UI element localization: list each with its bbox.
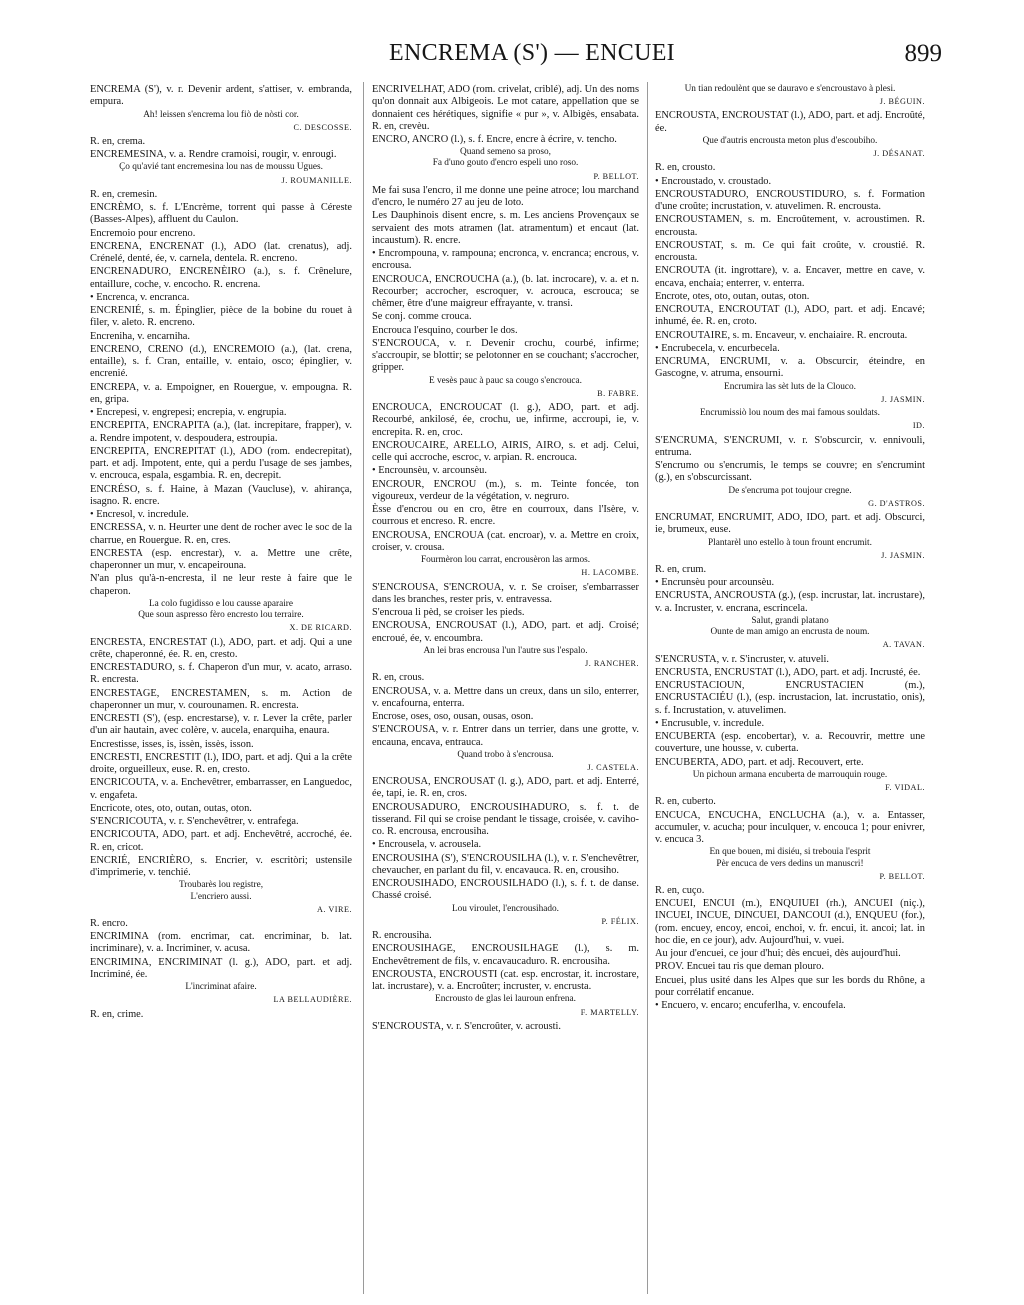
dictionary-entry: • Encresol, v. incredule. (90, 509, 189, 521)
dictionary-entry: R. en, crum. (655, 563, 707, 575)
dictionary-entry: ENCREMESINA, v. a. Rendre cramoisi, rougir, v. enrougi. (90, 149, 337, 161)
dictionary-entry: ENCREPITA, ENCREPITAT (l.), ADO (rom. endecrepitat), part. et adj. Impotent, ente, qui a perdu l'usage de ses jambes, v. encrouca, espala, esgambia. R. en, decrepit. (90, 445, 352, 482)
dictionary-entry: R. en, cremesin. (90, 188, 158, 200)
quotation-line: Fa d'uno gouto d'encro espeli uno roso. (432, 158, 579, 169)
quotation-line: Plantarèl uno estello à toun frount encrumit. (708, 537, 872, 548)
verse-quotation (655, 84, 925, 95)
verse-quotation (372, 555, 639, 566)
dictionary-entry: Encremoio pour encreno. (90, 227, 196, 239)
dictionary-entry: S'ENCROUCA, v. r. Devenir crochu, courbé, infirme; s'accroupir, se blottir; se pelotonner en se couchant; s'accrocher, gripper. (372, 337, 639, 374)
dictionary-entry: ENCROUTAIRE, s. m. Encaveur, v. enchaiaire. R. encrouta. (655, 329, 908, 341)
dictionary-entry: Encricote, otes, oto, outan, outas, oton. (90, 802, 252, 814)
quotation-author: J. ROUMANILLE. (281, 175, 352, 185)
dictionary-entry: ENCREMA (S'), v. r. Devenir ardent, s'attiser, v. embranda, empura. (90, 84, 352, 108)
dictionary-entry: ENCUBERTA, ADO, part. et adj. Recouvert, erte. (655, 756, 864, 768)
quotation-author: A. TAVAN. (882, 640, 925, 650)
quotation-line: Ah! leissen s'encrema lou fiò de nòsti cor. (143, 109, 299, 120)
quotation-author: J. DÉSANAT. (873, 149, 925, 159)
dictionary-entry: Encreniha, v. encarniha. (90, 330, 191, 342)
dictionary-entry: • Encrounsèu, v. arcounsèu. (372, 465, 487, 477)
dictionary-entry: ENCROUSA, v. a. Mettre dans un creux, dans un silo, enterrer, v. encafourna, enterra. (372, 685, 639, 709)
dictionary-entry: ENCROUSA, ENCROUSAT (l. g.), ADO, part. et adj. Enterré, ée, tapi, ie. R. en, cros. (372, 776, 639, 800)
dictionary-entry: S'encrumo ou s'encrumis, le temps se couvre; en s'encrumint (g.), en s'obscurcissant. (655, 460, 925, 484)
dictionary-entry: ENCROUSTAT, s. m. Ce qui fait croûte, v. croustié. R. encrousta. (655, 239, 925, 264)
dictionary-entry: ENCUCA, ENCUCHA, ENCLUCHA (a.), v. a. Entasser, accumuler, v. acucha; pour inculquer, v. encouca 1; pour enivrer, v. encuca 3. (655, 809, 925, 846)
dictionary-entry: R. en, crous. (372, 672, 425, 684)
dictionary-entry: • Encrunsèu pour arcounsèu. (655, 577, 775, 589)
dictionary-entry: R. en, crime. (90, 1008, 144, 1020)
running-header-title: ENCREMA (S') — ENCUEI (389, 40, 675, 66)
dictionary-entry: ENCRICOUTA, ADO, part. et adj. Enchevêtré, accroché, ée. R. en, cricot. (90, 829, 352, 853)
dictionary-entry: ENCROUCAIRE, ARELLO, AIRIS, AIRO, s. et adj. Celui, celle qui accroche, escroc, v. arpian. R. encrouca. (372, 439, 639, 464)
quotation-line: L'incriminat afaire. (185, 982, 257, 993)
verse-quotation (90, 110, 352, 121)
quotation-author: ID. (912, 421, 925, 431)
verse-quotation (372, 646, 639, 657)
dictionary-entry: ENCRUMA, ENCRUMI, v. a. Obscurcir, éteindre, en Gascogne, v. atruma, ensourni. (655, 356, 925, 380)
dictionary-entry: Les Dauphinois disent encre, s. m. Les anciens Provençaux se servaient des mots atramen (lat. atramentum) et encaut (lat. incaustum). R. encre. (372, 210, 639, 246)
dictionary-entry: ENCROUTA, ENCROUTAT (l.), ADO, part. et adj. Encavé; inhumé, ée. R. en, croto. (655, 304, 925, 328)
dictionary-entry: PROV. Encuei tau ris que deman plouro. (655, 961, 824, 973)
dictionary-entry: Encrouca l'esquino, courber le dos. (372, 324, 518, 336)
dictionary-entry: • Encrompouna, v. rampouna; encronca, v. encranca; encrous, v. encrousa. (372, 248, 639, 272)
dictionary-entry: ENCRESTA (esp. encrestar), v. a. Mettre une crête, chaperonner un mur, v. encapeirouna. (90, 547, 352, 572)
dictionary-entry: ENCRESTADURO, s. f. Chaperon d'un mur, v. acato, arraso. R. encresta. (90, 662, 352, 686)
dictionary-entry: Encrose, oses, oso, ousan, ousas, oson. (372, 711, 534, 723)
quotation-author: A. VIRE. (316, 904, 352, 914)
quotation-author: G. D'ASTROS. (868, 498, 925, 508)
quotation-line: Salut, grandi platano (751, 615, 829, 626)
quotation-line: Pèr encuca de vers dedins un manuscri! (716, 858, 864, 869)
quotation-author: B. FABRE. (597, 388, 639, 398)
dictionary-entry: ENCROUTA (it. ingrottare), v. a. Encaver, mettre en cave, v. encava, enchaia; enterrer, v. enterra. (655, 265, 925, 289)
quotation-author: J. CASTELA. (587, 762, 639, 772)
verse-quotation (90, 162, 352, 173)
verse-quotation (90, 599, 352, 621)
quotation-author: P. FÉLIX. (601, 916, 639, 926)
quotation-author: J. RANCHER. (585, 659, 639, 669)
quotation-author: P. BELLOT. (593, 171, 639, 181)
verse-quotation (655, 770, 925, 781)
dictionary-entry: ENCREPITA, ENCRAPITA (a.), (lat. increpitare, frapper), v. a. Rendre impotent, v. despoudera, estroupia. (90, 420, 352, 444)
dictionary-entry: ENCRESTAGE, ENCRESTAMEN, s. m. Action de chaperonner un mur, v. courounamen. R. encresta. (90, 687, 352, 711)
verse-quotation (655, 382, 925, 393)
dictionary-entry: Èsse d'encrou ou en cro, être en courroux, dans l'Isère, v. courrous et encreso. R. encre. (372, 504, 639, 528)
quotation-line: Que soun aspresso fèro encresto lou terraire. (138, 610, 304, 621)
verse-quotation (372, 147, 639, 169)
quotation-author: F. VIDAL. (885, 783, 925, 793)
dictionary-entry: • Encroustado, v. croustado. (655, 175, 772, 187)
dictionary-entry: • Encrousela, v. acrousela. (372, 839, 482, 851)
dictionary-entry: R. encrousiha. (372, 930, 432, 942)
quotation-line: De s'encruma pot toujour cregne. (728, 485, 852, 496)
dictionary-entry: ENCRIMINA, ENCRIMINAT (l. g.), ADO, part. et adj. Incriminé, ée. (90, 956, 352, 980)
dictionary-entry: ENCROUR, ENCROU (m.), s. m. Teinte foncée, ton vigoureux, verdeur de la végétation, v. negruro. (372, 478, 639, 502)
quotation-author: C. DESCOSSE. (293, 122, 352, 132)
dictionary-entry: R. en, crousto. (655, 162, 716, 174)
dictionary-entry: ENCRESTA, ENCRESTAT (l.), ADO, part. et adj. Qui a une crête, chaperonné, ée. R. en, cresto. (90, 636, 352, 660)
verse-quotation (655, 408, 925, 419)
dictionary-entry: ENCRIMINA (rom. encrimar, cat. encriminar, b. lat. incriminare), v. a. Incriminer, v. acusa. (90, 931, 352, 955)
verse-quotation (655, 486, 925, 497)
dictionary-entry: S'encroua li pèd, se croiser les pieds. (372, 607, 525, 619)
column-left (90, 84, 352, 1296)
dictionary-entry: ENCRENO, CRENO (d.), ENCREMOIO (a.), (lat. crena, entaille), s. f. Cran, entaille, v. entaio, osco; épinglier, v. encrenié. (90, 343, 352, 380)
dictionary-entry: ENCRENADURO, ENCRENÈIRO (a.), s. f. Crênelure, entaillure, coche, v. encocho. R. encrena. (90, 266, 352, 290)
dictionary-entry: ENCRÈMO, s. f. L'Encrème, torrent qui passe à Céreste (Basses-Alpes), affluent du Caulon. (90, 202, 352, 226)
dictionary-entry: S'ENCROUSTA, v. r. S'encroûter, v. acrousti. (372, 1020, 562, 1032)
page-number: 899 (904, 40, 942, 67)
dictionary-entry: Me fai susa l'encro, il me donne une peine atroce; lou marchand d'encro, le numéro 27 au jeu de loto. (372, 184, 639, 209)
column-right (655, 84, 925, 1296)
dictionary-entry: ENCROUCA, ENCROUCHA (a.), (b. lat. incrocare), v. a. et n. Recourber; accrocher, escroquer, v. acrouca, escrouca; se chêmer, être d'une maigreur effrayante, v. transi. (372, 273, 639, 310)
quotation-line: Encrumira las sèt luts de la Clouco. (724, 381, 856, 392)
dictionary-entry: N'an plus qu'à-n-encresta, il ne leur reste à faire que le chaperon. (90, 573, 352, 597)
quotation-line: Ço qu'avié tant encremesina lou nas de moussu Ugues. (119, 162, 323, 173)
dictionary-entry: ENCROUCA, ENCROUCAT (l. g.), ADO, part. et adj. Recourbé, ankilosé, ée, crochu, ue, infirme, accroupi, ie, v. encrepita. R. en, croc. (372, 402, 639, 438)
quotation-line: Que d'autris encrousta meton plus d'escoubiho. (702, 135, 878, 146)
dictionary-entry: • Encrenca, v. encranca. (90, 291, 190, 303)
dictionary-entry: S'ENCRUMA, S'ENCRUMI, v. r. S'obscurcir, v. ennivouli, entruma. (655, 434, 925, 458)
quotation-author: LA BELLAUDIÈRE. (273, 995, 352, 1005)
dictionary-entry: ENCRIVELHAT, ADO (rom. crivelat, criblé), adj. Un des noms qu'on donnait aux Albigeois. Le mot catare, appellation que se donnaient ces hérétiques, signifie « pur », v. Albigès, ensabata. R. en, crevèu. (372, 84, 639, 132)
quotation-line: Encrumissiò lou noum des mai famous souldats. (700, 408, 880, 419)
dictionary-entry: ENCUEI, ENCUI (m.), ENQUIUEI (rh.), ANCUEI (niç.), INCUEI, INCUE, DINCUEI, DANCOUI (d.), ENQUEU (for.), (rom. encuey, encoy, encoi, enchoi, v. fr. encui, it. ancoi; lat. in hoc die, en ce jour), adv. Aujourd'hui, v. vuei. (655, 898, 925, 946)
quotation-line: E vesès pauc à pauc sa cougo s'encrouca. (429, 375, 582, 386)
dictionary-entry: ENCRUSTA, ENCRUSTAT (l.), ADO, part. et adj. Incrusté, ée. (655, 666, 921, 678)
quotation-line: Fourmèron lou carrat, encrousèron las armos. (420, 555, 591, 566)
quotation-line: An lei bras encrousa l'un l'autre sus l'espalo. (423, 645, 588, 656)
verse-quotation (372, 376, 639, 387)
dictionary-entry: ENCRUSTACIOUN, ENCRUSTACIEN (m.), ENCRUSTACIÉU (l.), (esp. incrustacion, lat. incrustatio, onis), s. f. Incrustation, v. atuvelimen. (655, 680, 925, 716)
quotation-line: Un tian redoulènt que se dauravo e s'encroustavo à plesi. (684, 84, 896, 94)
dictionary-entry: Se conj. comme crouca. (372, 311, 472, 323)
quotation-line: Quand semeno sa proso, (460, 147, 551, 158)
quotation-line: Un pichoun armana encuberta de marrouquin rouge. (692, 769, 888, 780)
dictionary-entry: S'ENCROUSA, v. r. Entrer dans un terrier, dans une grotte, v. encauna, encava, entrauca. (372, 724, 639, 748)
dictionary-entry: ENCROUSTAMEN, s. m. Encroûtement, v. acroustimen. R. encrousta. (655, 214, 925, 238)
quotation-line: En que bouen, mi disiéu, si trebouia l'esprit (709, 847, 871, 858)
dictionary-entry: ENCRUMAT, ENCRUMIT, ADO, IDO, part. et adj. Obscurci, ie, brumeux, euse. (655, 512, 925, 536)
dictionary-entry: ENCROUSIHADO, ENCROUSILHADO (l.), s. f. t. de danse. Chassé croisé. (372, 878, 639, 902)
quotation-line: Troubarès lou registre, (178, 880, 264, 891)
dictionary-entry: ENCRÉSO, s. f. Haine, à Mazan (Vaucluse), v. ahirança, isagno. R. encre. (90, 483, 352, 507)
dictionary-entry: Encrote, otes, oto, outan, outas, oton. (655, 290, 810, 302)
dictionary-entry: Encuei, plus usité dans les Alpes que sur les bords du Rhône, a pour corrélatif encanue. (655, 974, 925, 998)
verse-quotation (655, 847, 925, 869)
verse-quotation (655, 538, 925, 549)
verse-quotation (90, 982, 352, 993)
quotation-author: F. MARTELLY. (580, 1007, 639, 1017)
dictionary-entry: ENCRESSA, v. n. Heurter une dent de rocher avec le soc de la charrue, en Rouergue. R. en, cres. (90, 522, 352, 546)
verse-quotation (372, 750, 639, 761)
dictionary-entry: ENCREPA, v. a. Empoigner, en Rouergue, v. empougna. R. en, gripa. (90, 381, 352, 405)
dictionary-entry: ENCRESTI (S'), (esp. encrestarse), v. r. Lever la crête, parler d'un air hautain, avec colère, v. aucela, enarquiha, enaura. (90, 713, 352, 737)
dictionary-entry: ENCRESTI, ENCRESTIT (l.), IDO, part. et adj. Qui a la crête droite, orgueilleux, euse. R. en, cresto. (90, 751, 352, 776)
dictionary-entry: ENCROUSTADURO, ENCROUSTIDURO, s. f. Formation d'une croûte; incrustation, v. atuvelimen. R. encrousta. (655, 188, 925, 213)
dictionary-entry: ENCRIÉ, ENCRIÈRO, s. Encrier, v. escritòri; ustensile d'imprimerie, v. tenchié. (90, 854, 352, 879)
dictionary-entry: ENCROUSIHAGE, ENCROUSILHAGE (l.), s. m. Enchevêtrement de fils, v. encavaucaduro. R. encrousiha. (372, 943, 639, 967)
column-rule-right (647, 82, 648, 1294)
dictionary-entry: S'ENCRUSTA, v. r. S'incruster, v. atuveli. (655, 653, 830, 665)
quotation-line: Quand trobo à s'encrousa. (457, 749, 554, 760)
dictionary-entry: ENCROUSADURO, ENCROUSIHADURO, s. f. t. de tisserand. Fil qui se croise pendant le tissage, croisée, v. caviho-co. R. encrousa, encrousiha. (372, 801, 639, 838)
dictionary-entry: ENCROUSIHA (S'), S'ENCROUSILHA (l.), v. r. S'enchevêtrer, chevaucher, en parlant du fil, v. encavauca. R. en, crousiho. (372, 852, 639, 876)
dictionary-entry: ENCROUSTA, ENCROUSTI (cat. esp. encrostar, it. incrostare, lat. incrustare), v. a. Encroûter; incruster, v. encrusta. (372, 968, 639, 993)
dictionary-entry: ENCRO, ANCRO (l.), s. f. Encre, encre à écrire, v. tencho. (372, 134, 617, 145)
dictionary-entry: • Encrubecela, v. encurbecela. (655, 342, 780, 354)
dictionary-entry: • Encrusuble, v. incredule. (655, 717, 765, 729)
dictionary-entry: ENCROUSA, ENCROUSAT (l.), ADO, part. et adj. Croisé; encroué, ée, v. encoumbra. (372, 620, 639, 644)
dictionary-entry: Encrestisse, isses, is, issèn, issès, isson. (90, 738, 254, 750)
verse-quotation (372, 904, 639, 915)
quotation-author: P. BELLOT. (879, 871, 925, 881)
quotation-author: J. JASMIN. (881, 550, 925, 560)
dictionary-entry: R. en, crema. (90, 135, 146, 147)
dictionary-entry: • Encuero, v. encaro; encuferlha, v. encoufela. (655, 1000, 846, 1012)
quotation-author: H. LACOMBE. (581, 568, 639, 578)
quotation-author: J. BÉGUIN. (879, 97, 925, 107)
dictionary-entry: Au jour d'encuei, ce jour d'hui; dès encuei, dès aujourd'hui. (655, 948, 901, 960)
dictionary-entry: ENCRENIÉ, s. m. Épinglier, pièce de la bobine du rouet à filer, v. aleto. R. encreno. (90, 305, 352, 329)
quotation-author: J. JASMIN. (881, 394, 925, 404)
dictionary-entry: R. encro. (90, 917, 128, 929)
dictionary-entry: ENCRUSTA, ANCROUSTA (g.), (esp. incrustar, lat. incrustare), v. a. Incruster, v. encrana, escrincela. (655, 590, 925, 614)
quotation-line: La colo fugidisso e lou causse aparaire (148, 598, 294, 609)
dictionary-entry: R. en, cuberto. (655, 796, 716, 808)
verse-quotation (372, 994, 639, 1005)
quotation-line: Ounte de man amigo an encrusta de noum. (710, 627, 870, 638)
dictionary-entry: ENCRICOUTA, v. a. Enchevêtrer, embarrasser, en Languedoc, v. engafeta. (90, 777, 352, 801)
dictionary-entry: S'ENCRICOUTA, v. r. S'enchevêtrer, v. entrafega. (90, 816, 299, 828)
quotation-line: L'encriero aussi. (190, 891, 252, 902)
dictionary-entry: ENCUBERTA (esp. encobertar), v. a. Recouvrir, mettre une couverture, une housse, v. cuberta. (655, 731, 925, 755)
dictionary-entry: R. en, cuço. (655, 884, 705, 896)
dictionary-entry: ENCROUSA, ENCROUA (cat. encroar), v. a. Mettre en croix, croiser, v. crousa. (372, 529, 639, 553)
verse-quotation (655, 136, 925, 147)
quotation-line: Encrousto de glas lei lauroun enfrena. (435, 994, 576, 1005)
dictionary-entry: S'ENCROUSA, S'ENCROUA, v. r. Se croiser, s'embarrasser dans les branches, rester pris, v. entravessa. (372, 581, 639, 605)
column-rule-left (363, 82, 364, 1294)
quotation-line: Lou viroulet, l'encrousihado. (451, 903, 559, 914)
verse-quotation (90, 880, 352, 902)
dictionary-entry: ENCROUSTA, ENCROUSTAT (l.), ADO, part. et adj. Encroûté, ée. (655, 110, 925, 134)
dictionary-entry: ENCRENA, ENCRENAT (l.), ADO (lat. crenatus), adj. Crénelé, denté, ée, v. carnela, dentela. R. encreno. (90, 240, 352, 265)
dictionary-entry: • Encrepesi, v. engrepesi; encrepia, v. engrupia. (90, 407, 287, 419)
quotation-author: X. DE RICARD. (289, 623, 352, 633)
column-middle (372, 84, 639, 1296)
verse-quotation (655, 616, 925, 638)
